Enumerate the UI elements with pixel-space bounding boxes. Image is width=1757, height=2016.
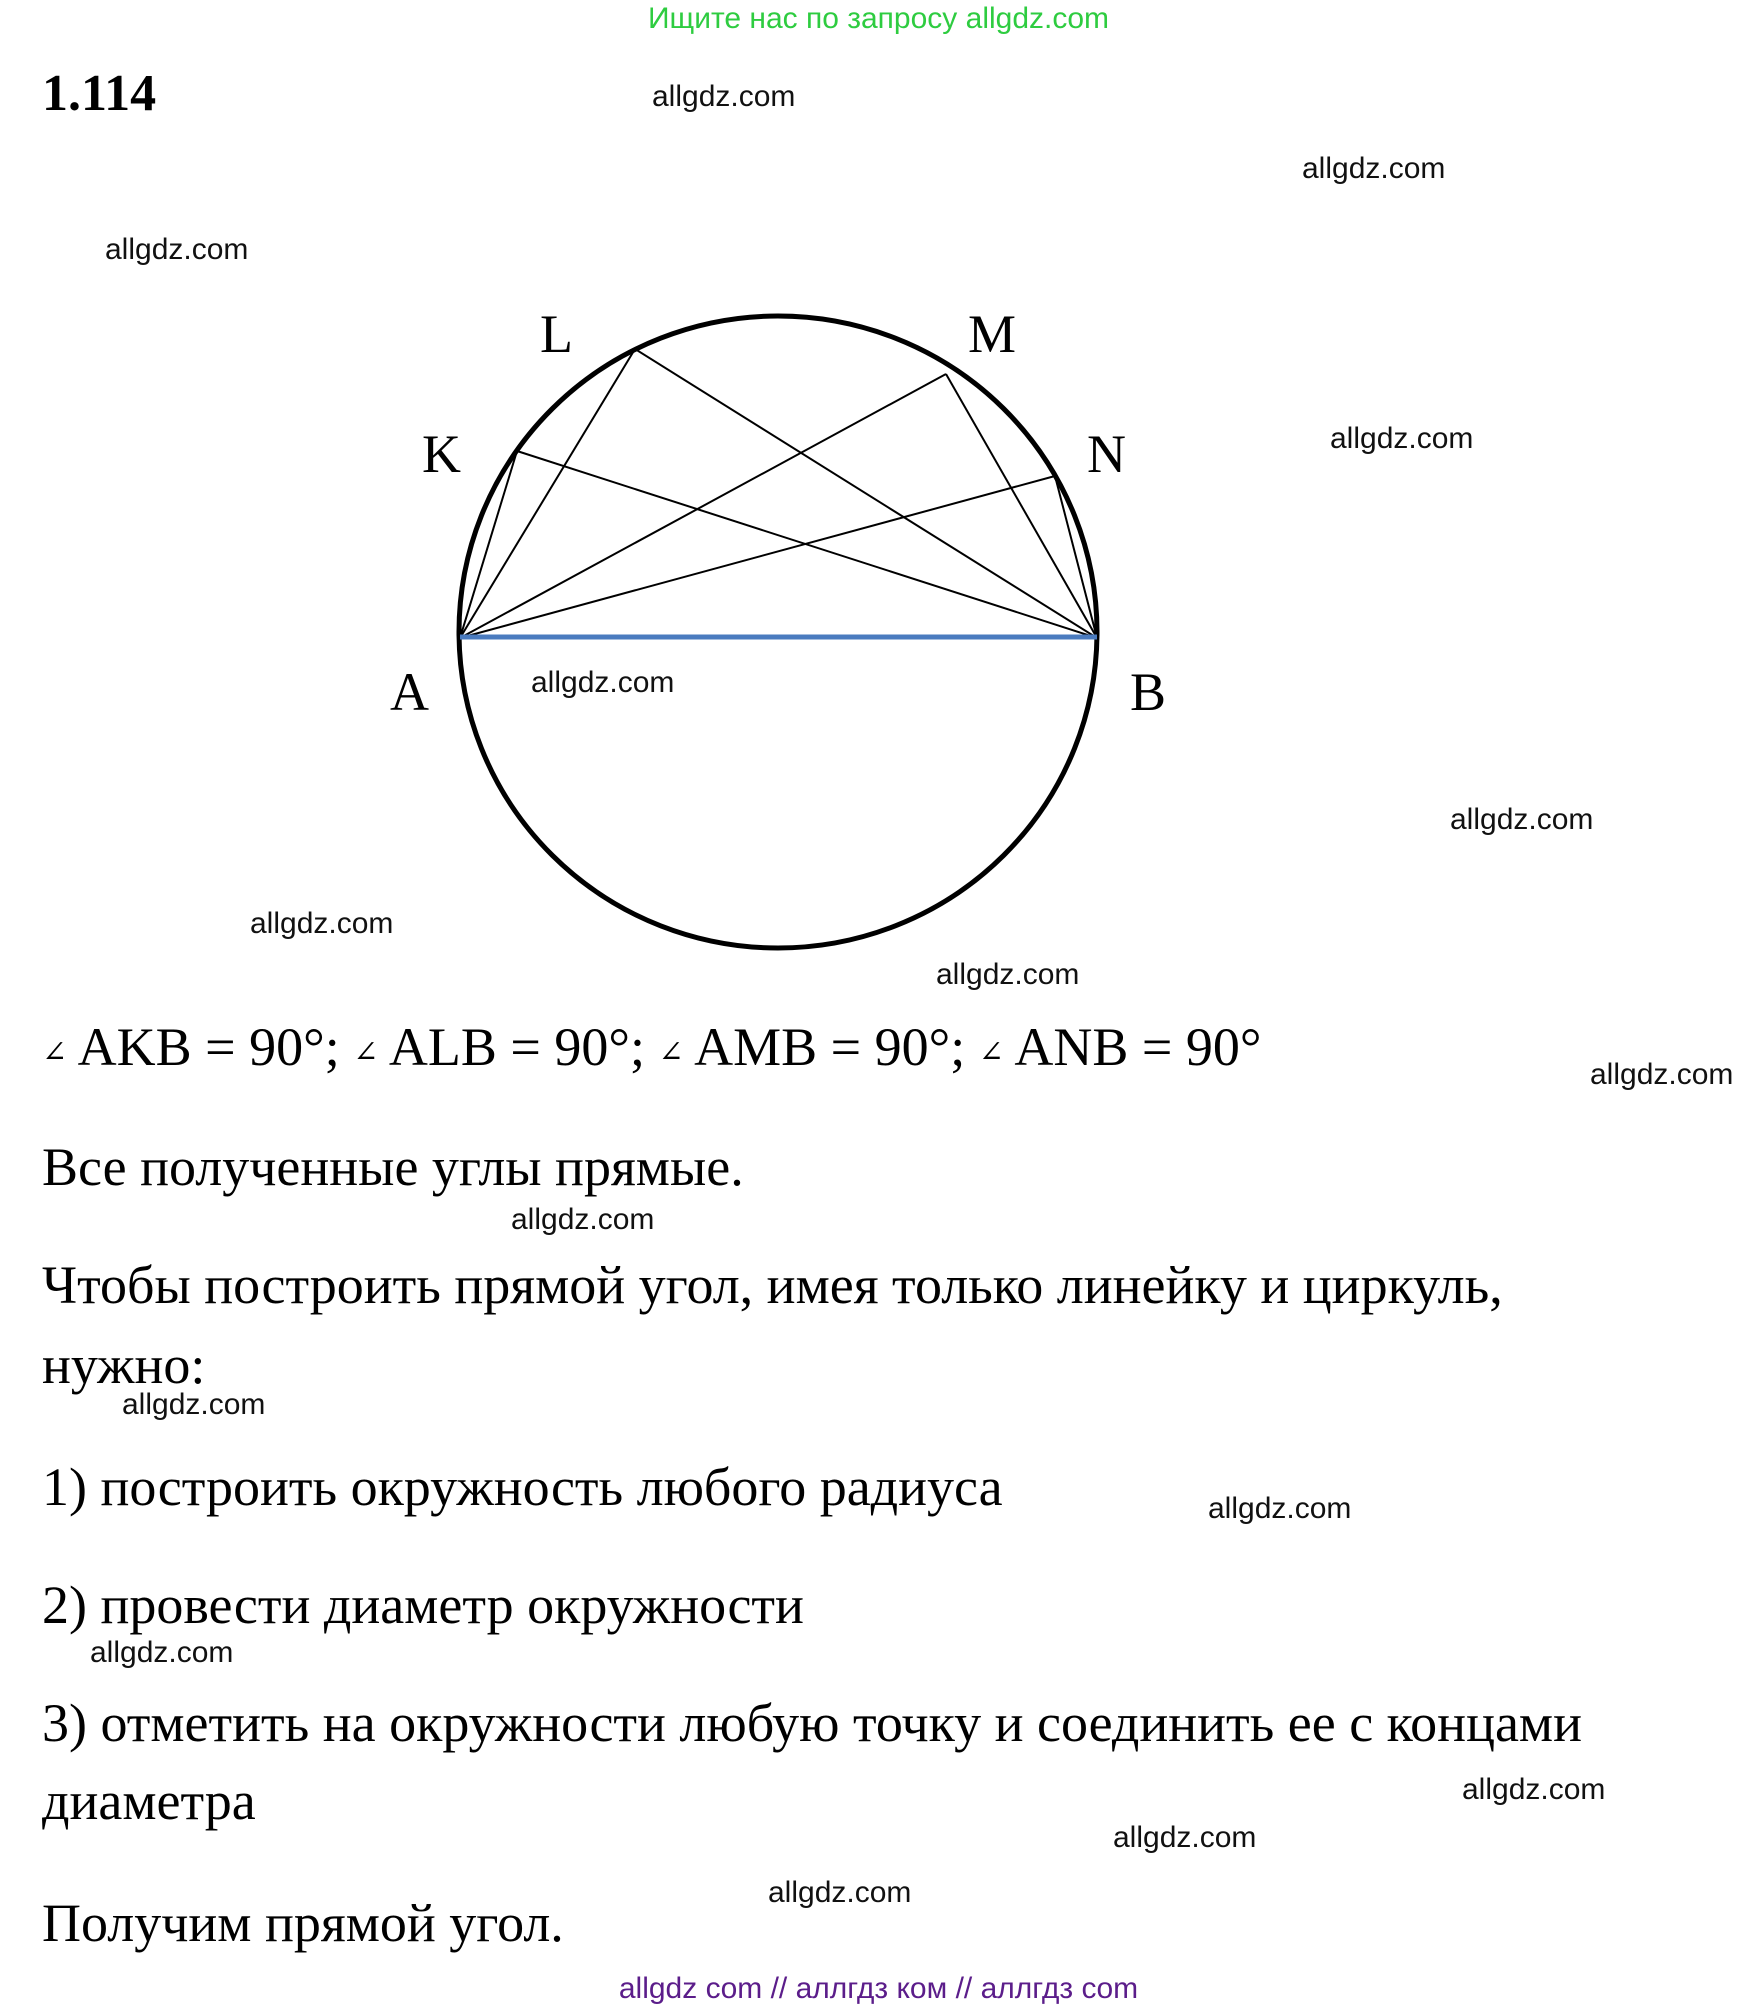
step-3-line1: 3) отметить на окружности любую точку и соединить ее с концами <box>42 1693 1583 1753</box>
chord-AM <box>460 374 946 638</box>
step-3-line2: диаметра <box>42 1771 256 1831</box>
angle-icon: ∠ <box>353 1036 379 1070</box>
paragraph-how-to-line2: нужно: <box>42 1335 206 1395</box>
equation-anb: ANB = 90° <box>1014 1017 1262 1077</box>
paragraph-how-to-line1: Чтобы построить прямой угол, имея только линейку и циркуль, <box>42 1255 1503 1315</box>
paragraph-conclusion: Получим прямой угол. <box>42 1893 564 1953</box>
watermark: allgdz.com <box>250 907 394 940</box>
paragraph-all-right-angles: Все полученные углы прямые. <box>42 1137 744 1197</box>
watermark: allgdz.com <box>1462 1773 1606 1806</box>
watermark: allgdz.com <box>531 666 675 699</box>
step-1: 1) построить окружность любого радиуса <box>42 1457 1003 1517</box>
watermark: allgdz.com <box>1330 422 1474 455</box>
watermark: allgdz.com <box>936 958 1080 991</box>
watermark: allgdz.com <box>1113 1821 1257 1854</box>
point-label-N: N <box>1087 424 1126 484</box>
watermark: allgdz.com <box>122 1388 266 1421</box>
watermark: allgdz.com <box>768 1876 912 1909</box>
equation-amb: AMB = 90°; <box>694 1017 966 1077</box>
angle-icon: ∠ <box>42 1036 68 1070</box>
circle <box>459 316 1097 948</box>
chords <box>460 349 1097 638</box>
equation-akb: AKB = 90°; <box>77 1017 340 1077</box>
step-2: 2) провести диаметр окружности <box>42 1575 804 1635</box>
chord-LB <box>635 349 1097 638</box>
point-label-B: B <box>1130 662 1167 722</box>
point-label-A: A <box>390 662 429 722</box>
watermark: allgdz.com <box>652 80 796 113</box>
watermark: allgdz.com <box>1450 803 1594 836</box>
chord-AL <box>460 349 635 638</box>
angle-icon: ∠ <box>978 1036 1004 1070</box>
footer-links[interactable]: allgdz com // аллгдз ком // аллгдз com <box>618 1972 1139 2005</box>
point-label-K: K <box>422 424 461 484</box>
angle-icon: ∠ <box>658 1036 684 1070</box>
point-label-M: M <box>968 304 1017 364</box>
point-label-L: L <box>540 304 573 364</box>
watermark: allgdz.com <box>1208 1492 1352 1525</box>
chord-NB <box>1055 476 1097 638</box>
watermark: allgdz.com <box>1590 1058 1734 1091</box>
chord-MB <box>946 374 1097 638</box>
watermark: allgdz.com <box>105 233 249 266</box>
watermark: allgdz.com <box>90 1636 234 1669</box>
angle-equations <box>42 1016 1261 1078</box>
equation-alb: ALB = 90°; <box>388 1017 645 1077</box>
watermark: allgdz.com <box>1302 152 1446 185</box>
watermark: allgdz.com <box>511 1203 655 1236</box>
chord-AK <box>460 451 517 638</box>
top-banner[interactable]: Ищите нас по запросу allgdz.com <box>647 2 1110 35</box>
problem-number: 1.114 <box>42 65 157 122</box>
